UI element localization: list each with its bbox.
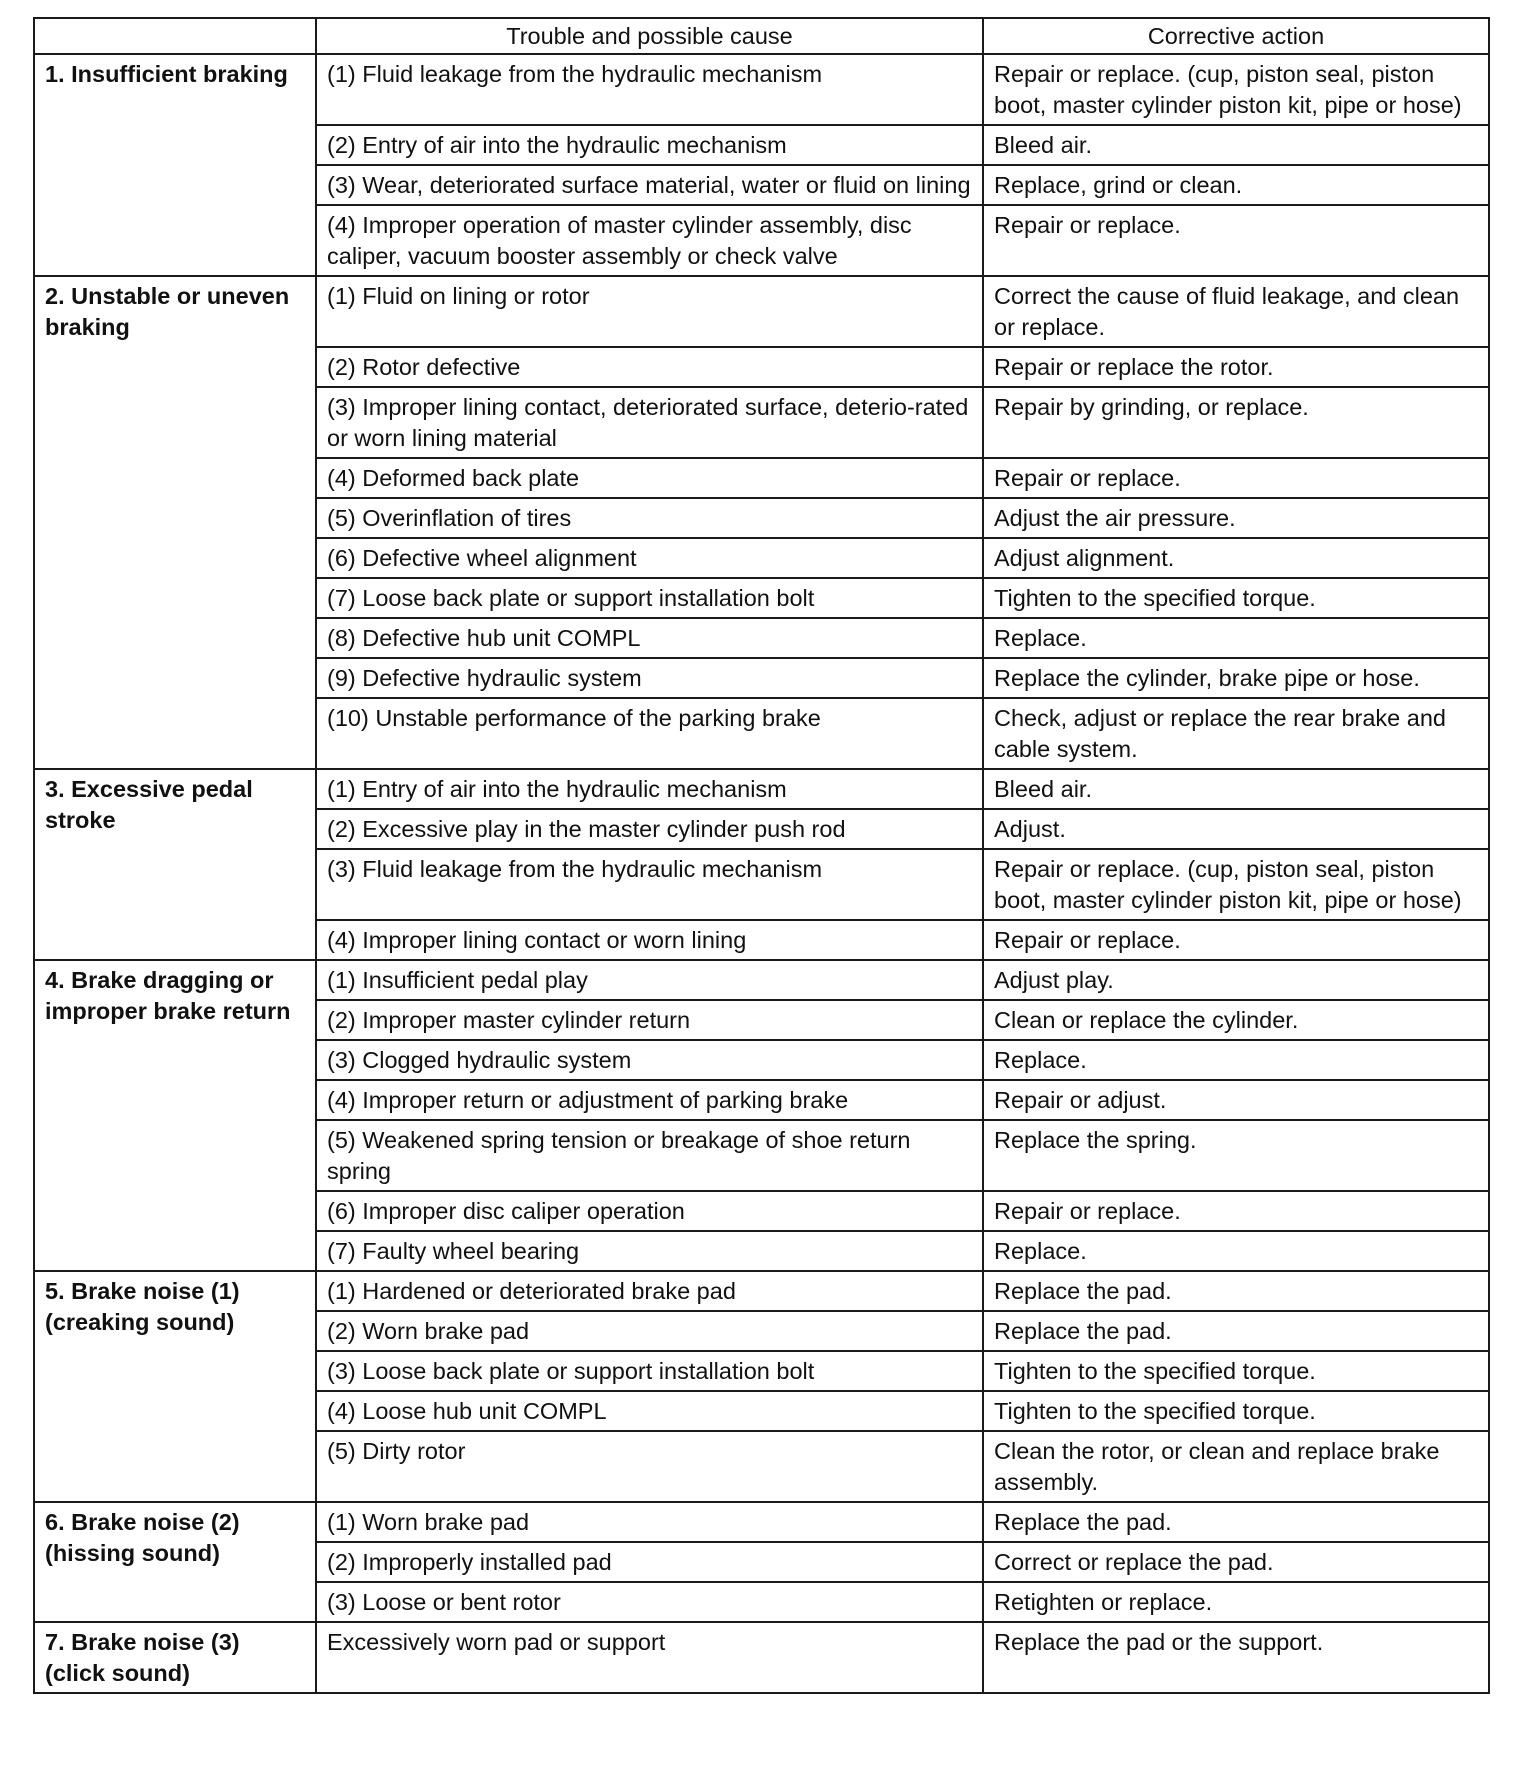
action-cell: Repair or replace. (983, 458, 1489, 498)
cause-cell: (2) Rotor defective (316, 347, 983, 387)
cause-cell: (1) Entry of air into the hydraulic mechanism (316, 769, 983, 809)
cause-cell: (1) Insufficient pedal play (316, 960, 983, 1000)
symptom-cell: 5. Brake noise (1) (creaking sound) (34, 1271, 316, 1502)
cause-cell: (2) Improper master cylinder return (316, 1000, 983, 1040)
cause-cell: (2) Worn brake pad (316, 1311, 983, 1351)
cause-cell: (1) Fluid leakage from the hydraulic mechanism (316, 54, 983, 125)
action-cell: Tighten to the specified torque. (983, 1391, 1489, 1431)
cause-cell: (2) Entry of air into the hydraulic mechanism (316, 125, 983, 165)
table-row (34, 1271, 1489, 1311)
header-cause: Trouble and possible cause (316, 18, 983, 54)
cause-cell: (3) Clogged hydraulic system (316, 1040, 983, 1080)
action-cell: Repair or replace. (cup, piston seal, piston boot, master cylinder piston kit, pipe or hose) (983, 54, 1489, 125)
action-cell: Retighten or replace. (983, 1582, 1489, 1622)
cause-cell: (7) Loose back plate or support installation bolt (316, 578, 983, 618)
action-cell: Clean or replace the cylinder. (983, 1000, 1489, 1040)
cause-cell: (3) Loose or bent rotor (316, 1582, 983, 1622)
cause-cell: (2) Excessive play in the master cylinder push rod (316, 809, 983, 849)
table-row (34, 960, 1489, 1000)
table-row (34, 54, 1489, 125)
cause-cell: (1) Fluid on lining or rotor (316, 276, 983, 347)
cause-cell: (4) Improper lining contact or worn lining (316, 920, 983, 960)
cause-cell: (5) Overinflation of tires (316, 498, 983, 538)
action-cell: Clean the rotor, or clean and replace brake assembly. (983, 1431, 1489, 1502)
cause-cell: (4) Improper return or adjustment of parking brake (316, 1080, 983, 1120)
cause-cell: (1) Worn brake pad (316, 1502, 983, 1542)
symptom-cell: 4. Brake dragging or improper brake return (34, 960, 316, 1271)
cause-cell: (5) Dirty rotor (316, 1431, 983, 1502)
troubleshooting-table (33, 17, 1490, 1694)
action-cell: Replace the cylinder, brake pipe or hose. (983, 658, 1489, 698)
symptom-cell: 2. Unstable or uneven braking (34, 276, 316, 769)
cause-cell: (6) Improper disc caliper operation (316, 1191, 983, 1231)
cause-cell: (1) Hardened or deteriorated brake pad (316, 1271, 983, 1311)
action-cell: Replace the pad. (983, 1502, 1489, 1542)
symptom-cell: 6. Brake noise (2) (hissing sound) (34, 1502, 316, 1622)
symptom-cell: 3. Excessive pedal stroke (34, 769, 316, 960)
cause-cell: (10) Unstable performance of the parking brake (316, 698, 983, 769)
action-cell: Adjust alignment. (983, 538, 1489, 578)
action-cell: Repair or replace. (983, 1191, 1489, 1231)
action-cell: Repair by grinding, or replace. (983, 387, 1489, 458)
action-cell: Replace the spring. (983, 1120, 1489, 1191)
cause-cell: (4) Improper operation of master cylinder assembly, disc caliper, vacuum booster assembly or check valve (316, 205, 983, 276)
cause-cell: (3) Improper lining contact, deteriorated surface, deterio-rated or worn lining material (316, 387, 983, 458)
header-symptom (34, 18, 316, 54)
action-cell: Replace. (983, 618, 1489, 658)
action-cell: Replace the pad. (983, 1311, 1489, 1351)
action-cell: Correct the cause of fluid leakage, and clean or replace. (983, 276, 1489, 347)
cause-cell: (2) Improperly installed pad (316, 1542, 983, 1582)
cause-cell: (9) Defective hydraulic system (316, 658, 983, 698)
table-row (34, 1502, 1489, 1542)
cause-cell: (4) Deformed back plate (316, 458, 983, 498)
cause-cell: (7) Faulty wheel bearing (316, 1231, 983, 1271)
cause-cell: (6) Defective wheel alignment (316, 538, 983, 578)
action-cell: Repair or replace. (983, 920, 1489, 960)
table-row (34, 1622, 1489, 1693)
action-cell: Tighten to the specified torque. (983, 1351, 1489, 1391)
cause-cell: (8) Defective hub unit COMPL (316, 618, 983, 658)
action-cell: Replace the pad. (983, 1271, 1489, 1311)
action-cell: Replace. (983, 1231, 1489, 1271)
symptom-cell: 7. Brake noise (3) (click sound) (34, 1622, 316, 1693)
action-cell: Replace the pad or the support. (983, 1622, 1489, 1693)
header-action: Corrective action (983, 18, 1489, 54)
action-cell: Tighten to the specified torque. (983, 578, 1489, 618)
cause-cell: (3) Fluid leakage from the hydraulic mechanism (316, 849, 983, 920)
cause-cell: Excessively worn pad or support (316, 1622, 983, 1693)
header-row (34, 18, 1489, 54)
action-cell: Check, adjust or replace the rear brake and cable system. (983, 698, 1489, 769)
action-cell: Repair or replace. (983, 205, 1489, 276)
action-cell: Adjust play. (983, 960, 1489, 1000)
symptom-cell: 1. Insufficient braking (34, 54, 316, 276)
action-cell: Repair or replace the rotor. (983, 347, 1489, 387)
action-cell: Bleed air. (983, 769, 1489, 809)
cause-cell: (5) Weakened spring tension or breakage of shoe return spring (316, 1120, 983, 1191)
action-cell: Repair or replace. (cup, piston seal, piston boot, master cylinder piston kit, pipe or hose) (983, 849, 1489, 920)
action-cell: Replace. (983, 1040, 1489, 1080)
action-cell: Replace, grind or clean. (983, 165, 1489, 205)
action-cell: Adjust. (983, 809, 1489, 849)
cause-cell: (4) Loose hub unit COMPL (316, 1391, 983, 1431)
table-body (34, 54, 1489, 1693)
action-cell: Adjust the air pressure. (983, 498, 1489, 538)
table-row (34, 769, 1489, 809)
table-row (34, 276, 1489, 347)
action-cell: Repair or adjust. (983, 1080, 1489, 1120)
cause-cell: (3) Loose back plate or support installation bolt (316, 1351, 983, 1391)
action-cell: Bleed air. (983, 125, 1489, 165)
action-cell: Correct or replace the pad. (983, 1542, 1489, 1582)
cause-cell: (3) Wear, deteriorated surface material, water or fluid on lining (316, 165, 983, 205)
